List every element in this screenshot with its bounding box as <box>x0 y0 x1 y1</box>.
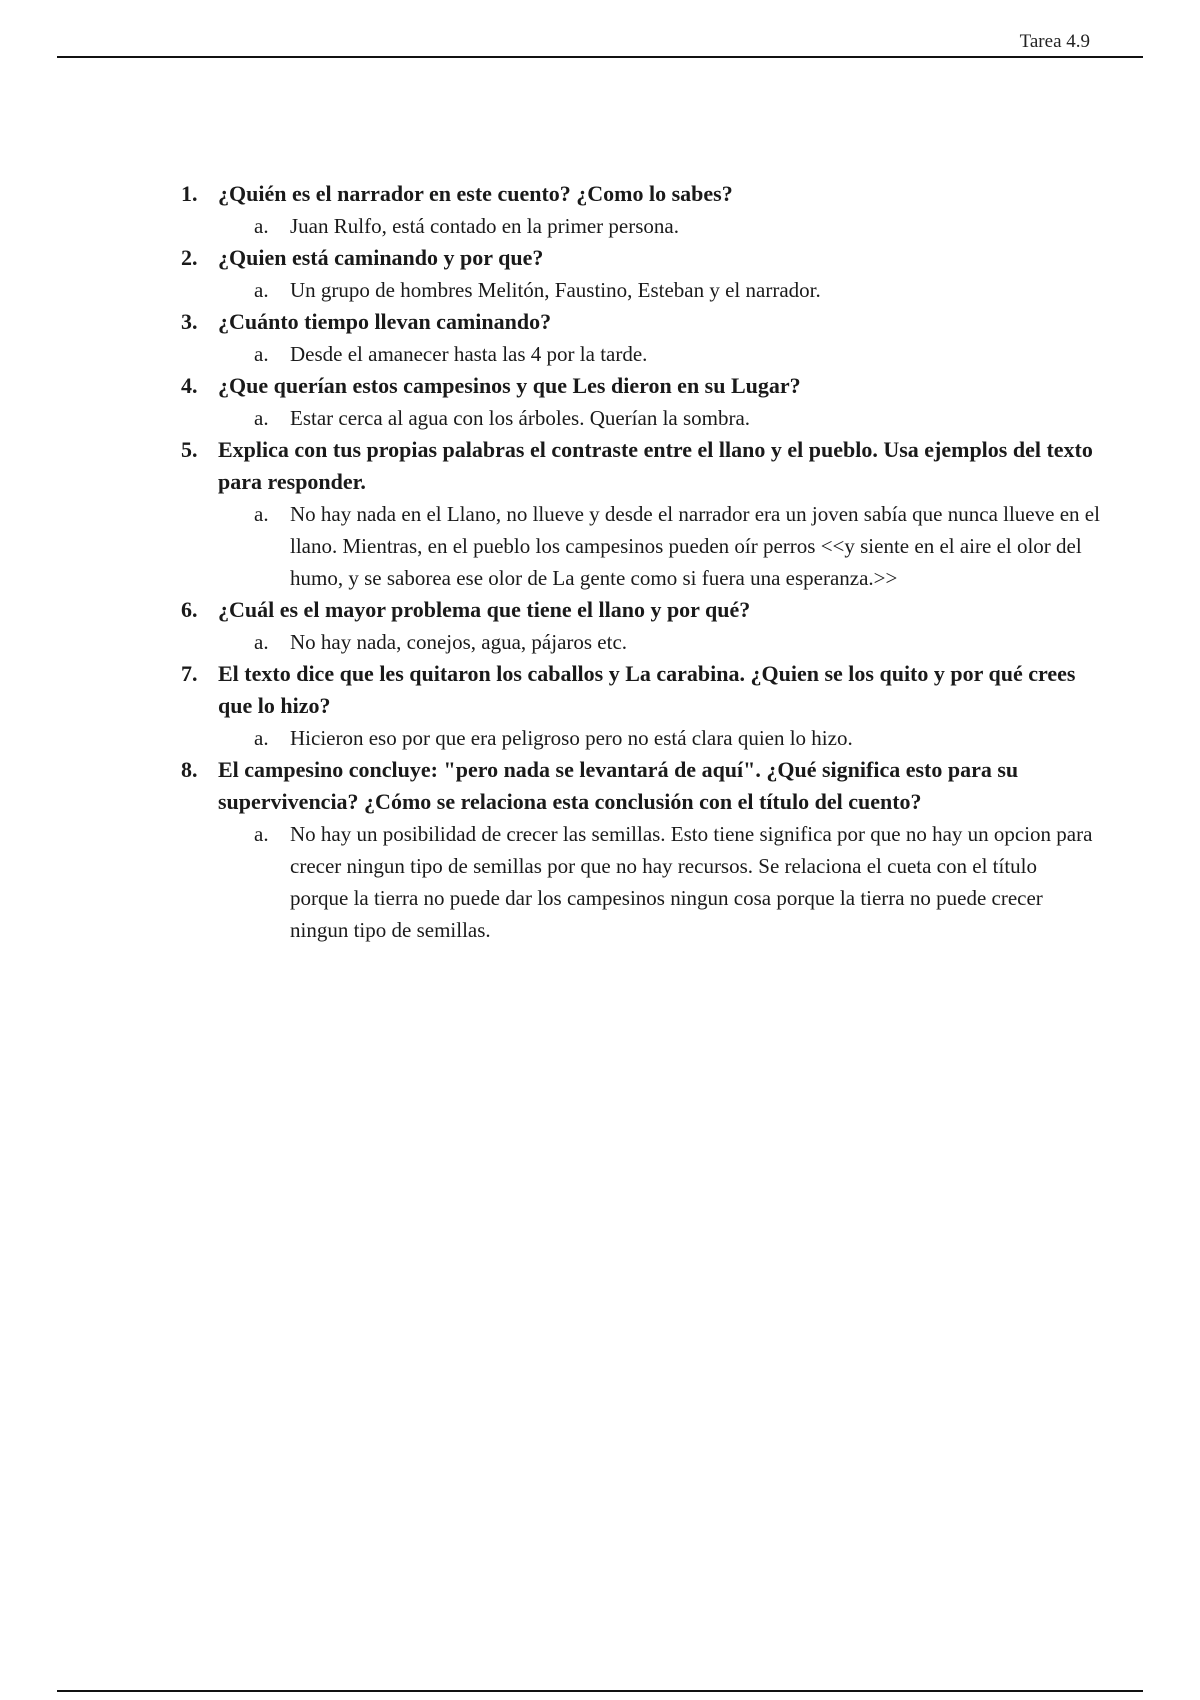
header-title: Tarea 4.9 <box>1019 31 1090 52</box>
question-number: 7. <box>181 661 198 686</box>
answer-text: Hicieron eso por que era peligroso pero no está clara quien lo hizo. <box>290 726 853 750</box>
question-text: El campesino concluye: "pero nada se levantará de aquí". ¿Qué significa esto para su supervivencia? ¿Cómo se relaciona esta conclusión con el título del cuento? <box>218 757 1019 814</box>
answer-letter: a. <box>254 406 269 430</box>
answer-letter: a. <box>254 502 269 526</box>
answer-letter: a. <box>254 630 269 654</box>
answer-letter: a. <box>254 214 269 238</box>
question-number: 4. <box>181 373 198 398</box>
answer-letter: a. <box>254 726 269 750</box>
answer-text: No hay nada, conejos, agua, pájaros etc. <box>290 630 628 654</box>
answer-letter: a. <box>254 278 269 302</box>
question-number: 3. <box>181 309 198 334</box>
question-number: 5. <box>181 437 198 462</box>
answer-item <box>0 210 1200 242</box>
question-number: 6. <box>181 597 198 622</box>
answer-text: Desde el amanecer hasta las 4 por la tarde. <box>290 342 648 366</box>
answer-text: No hay un posibilidad de crecer las semillas. Esto tiene significa por que no hay un opcion para crecer ningun tipo de semillas por que no hay recursos. Se relaciona el cueta con el título porque la tierra no puede dar los campesinos ningun cosa porque la tierra no puede crecer ningun tipo de semillas. <box>290 822 1093 942</box>
question-number: 8. <box>181 757 198 782</box>
question-item-3 <box>0 306 1200 370</box>
answer-item <box>0 722 1200 754</box>
answer-item <box>0 498 1200 594</box>
answer-item <box>0 402 1200 434</box>
question-number: 1. <box>181 181 198 206</box>
answer-text: Juan Rulfo, está contado en la primer persona. <box>290 214 679 238</box>
answer-item <box>0 338 1200 370</box>
header-divider <box>57 56 1143 58</box>
footer-divider <box>57 1690 1143 1692</box>
question-item-4 <box>0 370 1200 434</box>
question-text: ¿Quién es el narrador en este cuento? ¿Como lo sabes? <box>218 181 733 206</box>
answer-text: Un grupo de hombres Melitón, Faustino, Esteban y el narrador. <box>290 278 821 302</box>
question-text: ¿Que querían estos campesinos y que Les dieron en su Lugar? <box>218 373 801 398</box>
question-item-7 <box>0 658 1200 754</box>
answer-text: No hay nada en el Llano, no llueve y desde el narrador era un joven sabía que nunca llueve en el llano. Mientras, en el pueblo los campesinos pueden oír perros <<y siente en el aire el olor del humo, y se saborea ese olor de La gente como si fuera una esperanza.>> <box>290 502 1100 590</box>
question-text: ¿Quien está caminando y por que? <box>218 245 544 270</box>
answer-letter: a. <box>254 342 269 366</box>
question-text: El texto dice que les quitaron los caballos y La carabina. ¿Quien se los quito y por qué crees que lo hizo? <box>218 661 1076 718</box>
question-list <box>0 178 1200 946</box>
question-item-6 <box>0 594 1200 658</box>
question-text: Explica con tus propias palabras el contraste entre el llano y el pueblo. Usa ejemplos del texto para responder. <box>218 437 1093 494</box>
question-item-1 <box>0 178 1200 242</box>
answer-letter: a. <box>254 822 269 846</box>
question-item-5 <box>0 434 1200 594</box>
answer-text: Estar cerca al agua con los árboles. Querían la sombra. <box>290 406 751 430</box>
question-text: ¿Cuál es el mayor problema que tiene el llano y por qué? <box>218 597 751 622</box>
question-number: 2. <box>181 245 198 270</box>
answer-item <box>0 274 1200 306</box>
question-item-8 <box>0 754 1200 946</box>
question-item-2 <box>0 242 1200 306</box>
question-text: ¿Cuánto tiempo llevan caminando? <box>218 309 552 334</box>
answer-item <box>0 626 1200 658</box>
answer-item <box>0 818 1200 946</box>
